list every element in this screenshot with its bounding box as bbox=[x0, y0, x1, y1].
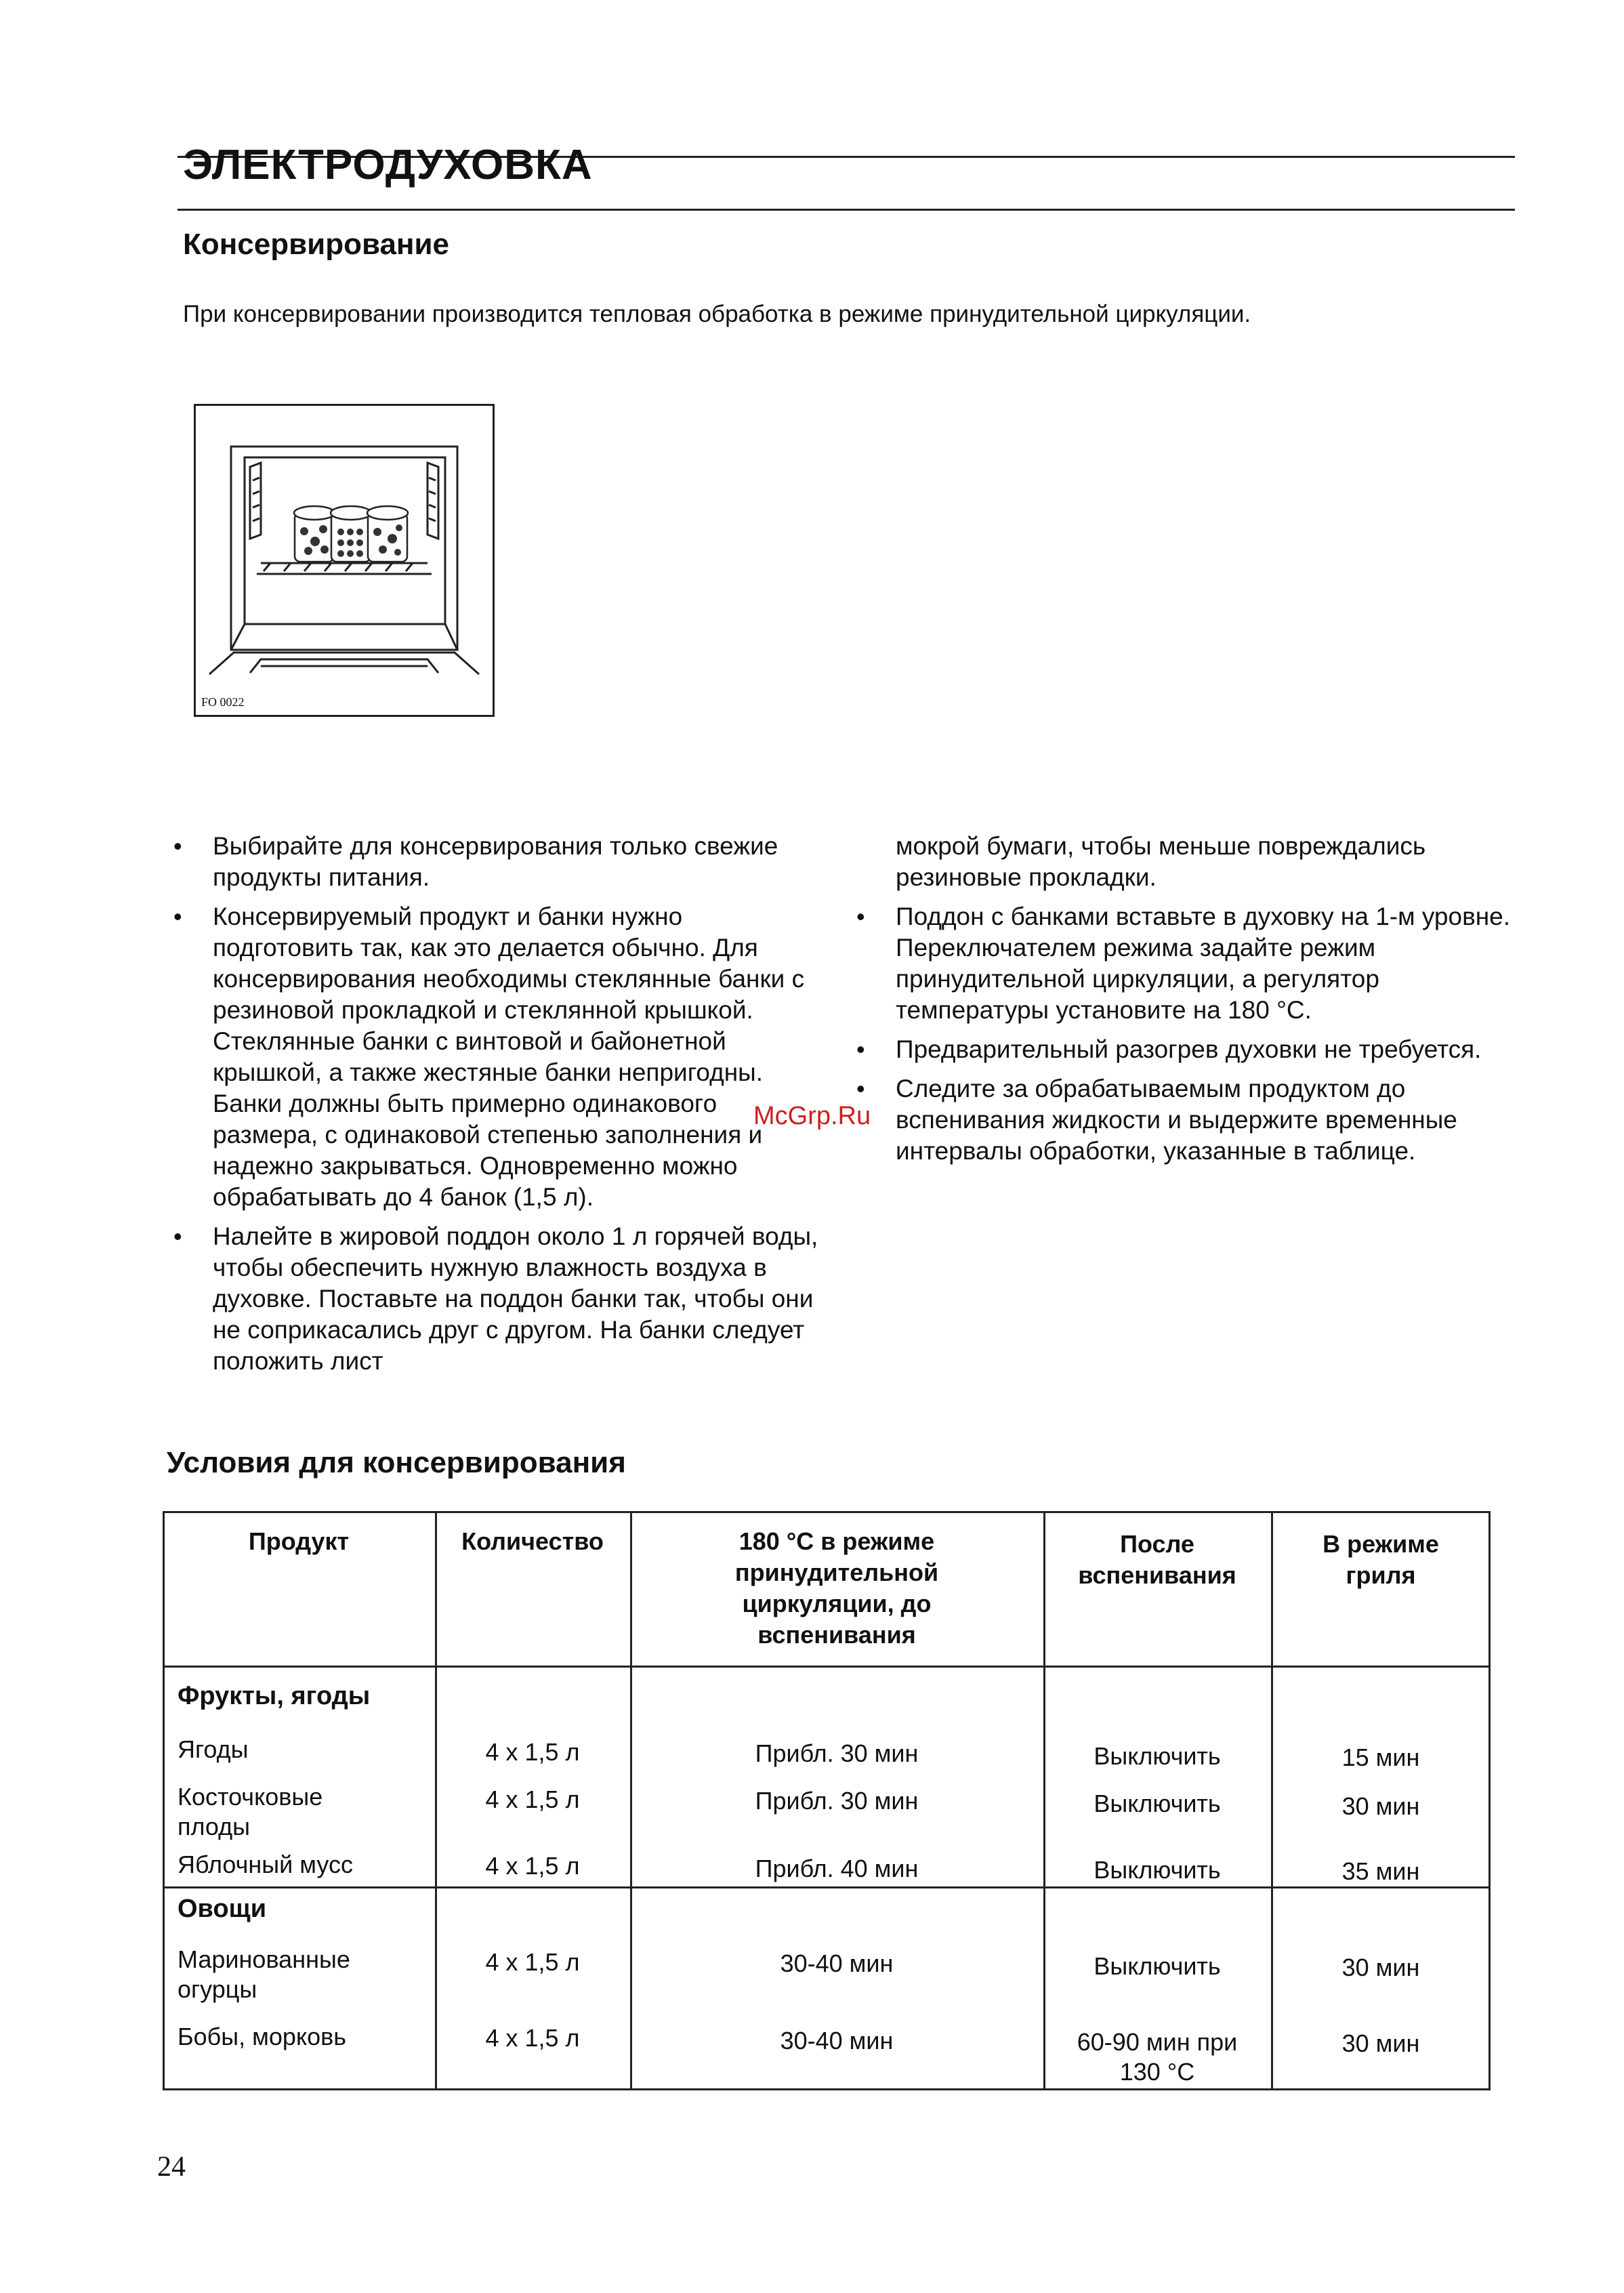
cell-quantity: 4 x 1,5 л bbox=[485, 2024, 580, 2052]
header-line: вспенивания bbox=[757, 1621, 916, 1649]
list-item bbox=[173, 901, 823, 1213]
group-fruits: Фрукты, ягоды bbox=[178, 1682, 371, 1710]
list-item bbox=[173, 1221, 823, 1377]
cell-line: Выключить bbox=[1094, 1790, 1221, 1817]
list-item-continuation: мокрой бумаги, чтобы меньше повреждались резиновые прокладки. bbox=[896, 832, 1426, 891]
cell-line: Выключить bbox=[1094, 1952, 1221, 1980]
list-item-text: Предварительный разогрев духовки не требуется. bbox=[896, 1035, 1482, 1063]
header-quantity-label: Количество bbox=[461, 1527, 604, 1555]
group-vegetables: Овощи bbox=[178, 1895, 267, 1923]
bullet-icon: • bbox=[856, 1075, 865, 1102]
cell-grill: 30 мин bbox=[1341, 1792, 1420, 1820]
list-item-text: Консервируемый продукт и банки нужно подготовить так, как это делается обычно. Для консервирования необходимы стеклянные банки с резиновой прокладкой и стеклянной крышкой. Стеклянные банки с винтовой и байонетной крышкой, а также жестяные банки непригодны. Банки должны быть примерно одинакового размера, с одинаковой степенью заполнения и надежно закрываться. Одновременно можно обрабатывать до 4 банок (1,5 л). bbox=[213, 903, 805, 1211]
header-line: В режиме bbox=[1323, 1530, 1439, 1558]
table-group-divider bbox=[163, 1886, 1491, 1888]
cell-quantity: 4 x 1,5 л bbox=[485, 1948, 580, 1976]
figure-code: FO 0022 bbox=[201, 695, 245, 709]
canning-table bbox=[163, 1511, 1491, 2091]
cell-grill: 30 мин bbox=[1341, 1954, 1420, 1981]
cell-line: Яблочный мусс bbox=[178, 1851, 354, 1878]
cell-quantity: 4 x 1,5 л bbox=[485, 1738, 580, 1766]
cell-after bbox=[1043, 1789, 1271, 1819]
header-grill-mode bbox=[1271, 1529, 1491, 1591]
list-item bbox=[173, 831, 823, 893]
cell-line: Бобы, морковь bbox=[178, 2023, 346, 2050]
cell-quantity: 4 x 1,5 л bbox=[485, 1852, 580, 1880]
list-item-text: Выбирайте для консервирования только свежие продукты питания. bbox=[213, 832, 778, 891]
bullet-icon: • bbox=[856, 1035, 865, 1063]
cell-line: Выключить bbox=[1094, 1742, 1221, 1770]
table-border-left bbox=[163, 1511, 165, 2090]
cell-grill: 35 мин bbox=[1341, 1857, 1420, 1885]
watermark: McGrp.Ru bbox=[753, 1102, 871, 1130]
intro-paragraph: При консервировании производится тепловая обработка в режиме принудительной циркуляции. bbox=[183, 301, 1251, 327]
header-fan-mode bbox=[630, 1526, 1043, 1651]
list-item bbox=[856, 901, 1526, 1026]
table-title: Условия для консервирования bbox=[167, 1446, 626, 1479]
header-bottom-rule bbox=[178, 209, 1515, 211]
cell-line: Маринованные bbox=[178, 1945, 350, 1973]
list-item-text: Следите за обрабатываемым продуктом до вспенивания жидкости и выдержите временные интервалы обработки, указанные в таблице. bbox=[896, 1075, 1457, 1165]
cell-fan: Прибл. 30 мин bbox=[755, 1739, 919, 1767]
header-line: принудительной bbox=[734, 1558, 939, 1586]
oven-illustration bbox=[194, 404, 495, 717]
header-quantity bbox=[435, 1526, 630, 1557]
cell-grill: 30 мин bbox=[1341, 2029, 1420, 2057]
header-line: После bbox=[1120, 1530, 1194, 1558]
table-header-divider bbox=[163, 1666, 1491, 1668]
oven-with-jars-icon bbox=[196, 406, 493, 715]
header-line: 180 °C в режиме bbox=[738, 1527, 935, 1555]
section-title: Консервирование bbox=[183, 228, 450, 261]
cell-fan: 30-40 мин bbox=[780, 2027, 894, 2054]
page-number: 24 bbox=[157, 2151, 186, 2183]
cell-line: Выключить bbox=[1094, 1856, 1221, 1884]
cell-fan: Прибл. 30 мин bbox=[755, 1787, 919, 1815]
header-line: гриля bbox=[1346, 1561, 1416, 1589]
bullet-icon: • bbox=[173, 832, 182, 860]
cell-line: 130 °C bbox=[1119, 2058, 1195, 2086]
table-border-bottom bbox=[163, 2088, 1491, 2090]
cell-line: Ягоды bbox=[178, 1735, 249, 1763]
cell-after bbox=[1043, 1855, 1271, 1885]
list-item-text: Налейте в жировой поддон около 1 л горячей воды, чтобы обеспечить нужную влажность воздуха в духовке. Поставьте на поддон банки так, чтобы они не соприкасались друг с другом. На банки следует положить лист bbox=[213, 1222, 818, 1375]
header-line: циркуляции, до bbox=[742, 1590, 932, 1617]
list-item-text: Поддон с банками вставьте в духовку на 1-м уровне. Переключателем режима задайте режим принудительной циркуляции, а регулятор температуры установите на 180 °C. bbox=[896, 903, 1511, 1024]
cell-line: 60-90 мин при bbox=[1077, 2028, 1238, 2056]
list-item bbox=[856, 1073, 1526, 1167]
table-border-top bbox=[163, 1511, 1491, 1513]
cell-after bbox=[1043, 2027, 1271, 2087]
cell-product bbox=[178, 1850, 428, 1880]
cell-line: плоды bbox=[178, 1813, 251, 1840]
cell-line: Косточковые bbox=[178, 1783, 323, 1811]
cell-product bbox=[178, 1782, 428, 1842]
cell-product bbox=[178, 1735, 428, 1764]
header-product bbox=[163, 1526, 435, 1557]
bullet-icon: • bbox=[173, 903, 182, 930]
cell-after bbox=[1043, 1951, 1271, 1981]
cell-product bbox=[178, 1945, 428, 2004]
instructions-right-column bbox=[856, 831, 1526, 1175]
cell-fan: 30-40 мин bbox=[780, 1949, 894, 1977]
cell-after bbox=[1043, 1741, 1271, 1771]
header-after-foaming bbox=[1043, 1529, 1271, 1591]
page-title: ЭЛЕКТРОДУХОВКА bbox=[183, 142, 593, 188]
bullet-icon: • bbox=[173, 1222, 182, 1250]
cell-fan: Прибл. 40 мин bbox=[755, 1855, 919, 1882]
cell-quantity: 4 x 1,5 л bbox=[485, 1785, 580, 1813]
cell-product bbox=[178, 2022, 428, 2052]
cell-line: огурцы bbox=[178, 1975, 257, 2003]
cell-grill: 15 мин bbox=[1341, 1743, 1420, 1771]
instructions-left-column bbox=[173, 831, 823, 1385]
bullet-icon: • bbox=[856, 903, 865, 930]
header-line: вспенивания bbox=[1078, 1561, 1236, 1589]
list-item bbox=[856, 1034, 1526, 1065]
header-product-label: Продукт bbox=[248, 1527, 350, 1555]
